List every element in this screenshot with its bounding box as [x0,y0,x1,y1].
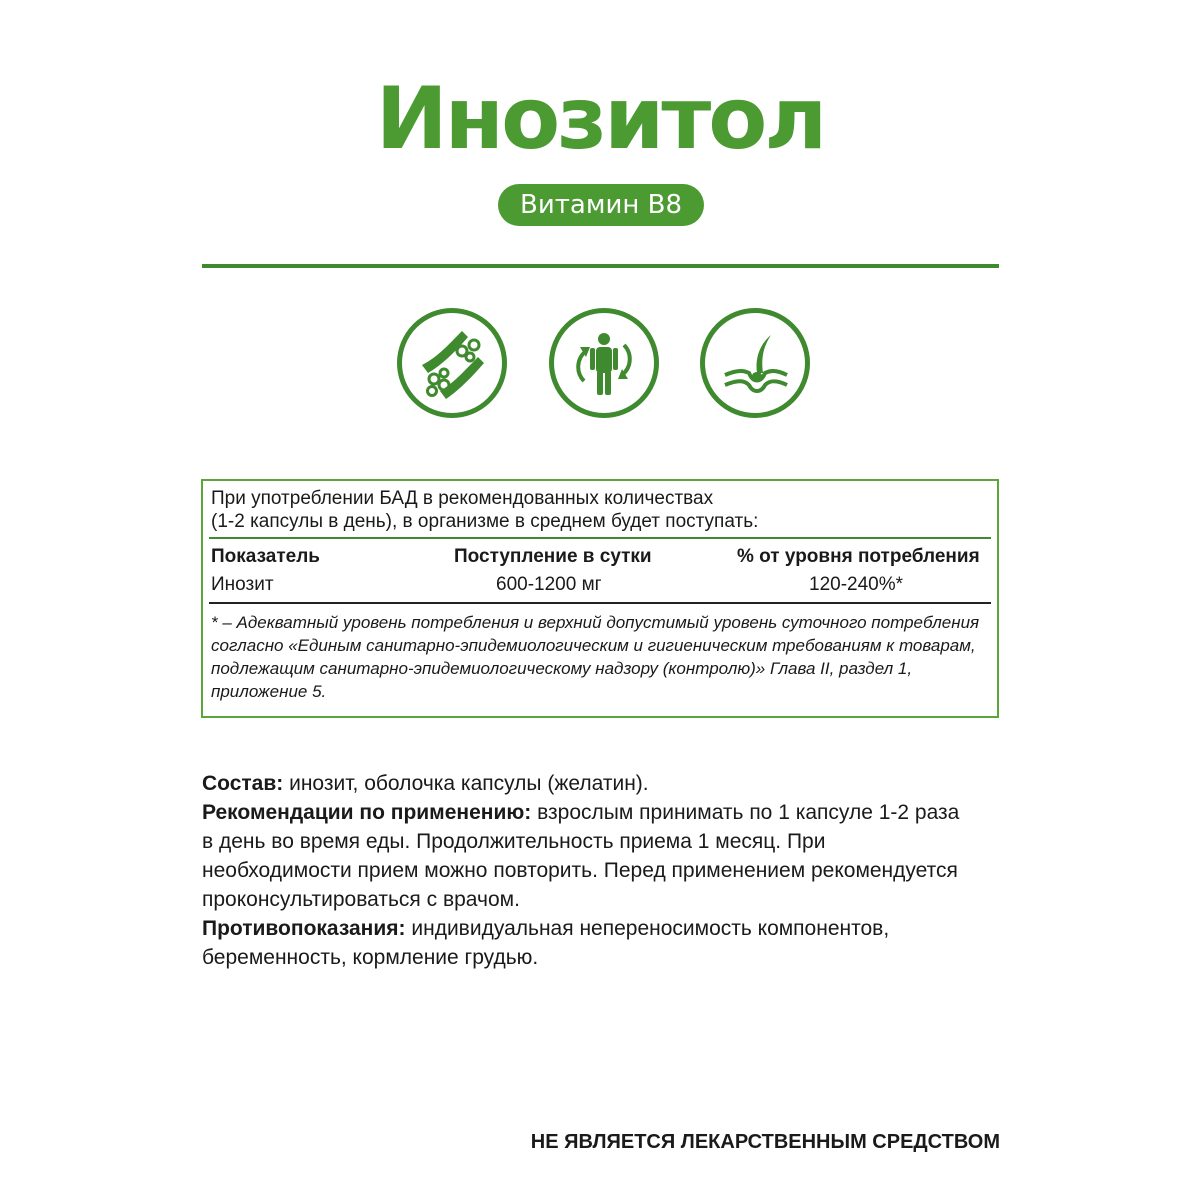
table-intro-line-2: (1-2 капсулы в день), в организме в среднем будет поступать: [211,511,759,532]
table-footer-divider [209,602,991,604]
not-a-medicine-disclaimer: НЕ ЯВЛЯЕТСЯ ЛЕКАРСТВЕННЫМ СРЕДСТВОМ [530,1131,1000,1153]
composition [202,769,1002,798]
contraindications [202,914,962,972]
nutrition-table [201,479,999,718]
usage [202,798,972,914]
vitamin-badge: Витамин B8 [498,184,704,226]
table-header-divider [209,537,991,539]
table-intro-line-1: При употреблении БАД в рекомендованных количествах [211,488,714,509]
blood-vessel-cells-icon [397,308,507,418]
column-header-indicator: Показатель [211,546,320,567]
composition-text: инозит, оболочка капсулы (желатин). [283,772,649,795]
contraindications-text: индивидуальная непереносимость компонентов, беременность, кормление грудью. [202,917,890,969]
column-header-daily-intake: Поступление в сутки [454,546,652,567]
cell-percent-of-norm: 120-240%* [809,574,904,595]
usage-label: Рекомендации по применению: [202,801,532,824]
hair-follicle-icon [700,308,810,418]
contraindications-label: Противопоказания: [202,917,406,940]
usage-text: взрослым принимать по 1 капсуле 1-2 раза в день во время еды. Продолжительность приема 1 месяц. При необходимости прием можно повторить. Перед применением рекомендуется проконсультироваться с врачом. [202,801,960,911]
cell-daily-intake: 600-1200 мг [496,574,602,595]
column-header-percent-of-norm: % от уровня потребления [737,546,980,567]
product-info [202,769,1002,972]
table-footnote: * – Адекватный уровень потребления и верхний допустимый уровень суточного потребления согласно «Единым санитарно-эпидемиологическим и гигиеническим требованиям к товарам, подлежащим санитарно-эпидемиологическому надзору (контролю)» Глава II, раздел 1, приложение 5. [211,613,980,701]
table-intro [211,487,758,533]
cell-indicator: Инозит [211,574,274,595]
person-metabolism-cycle-icon [549,308,659,418]
product-title: Инозитол [375,69,825,169]
composition-label: Состав: [202,772,284,795]
divider [202,264,999,268]
